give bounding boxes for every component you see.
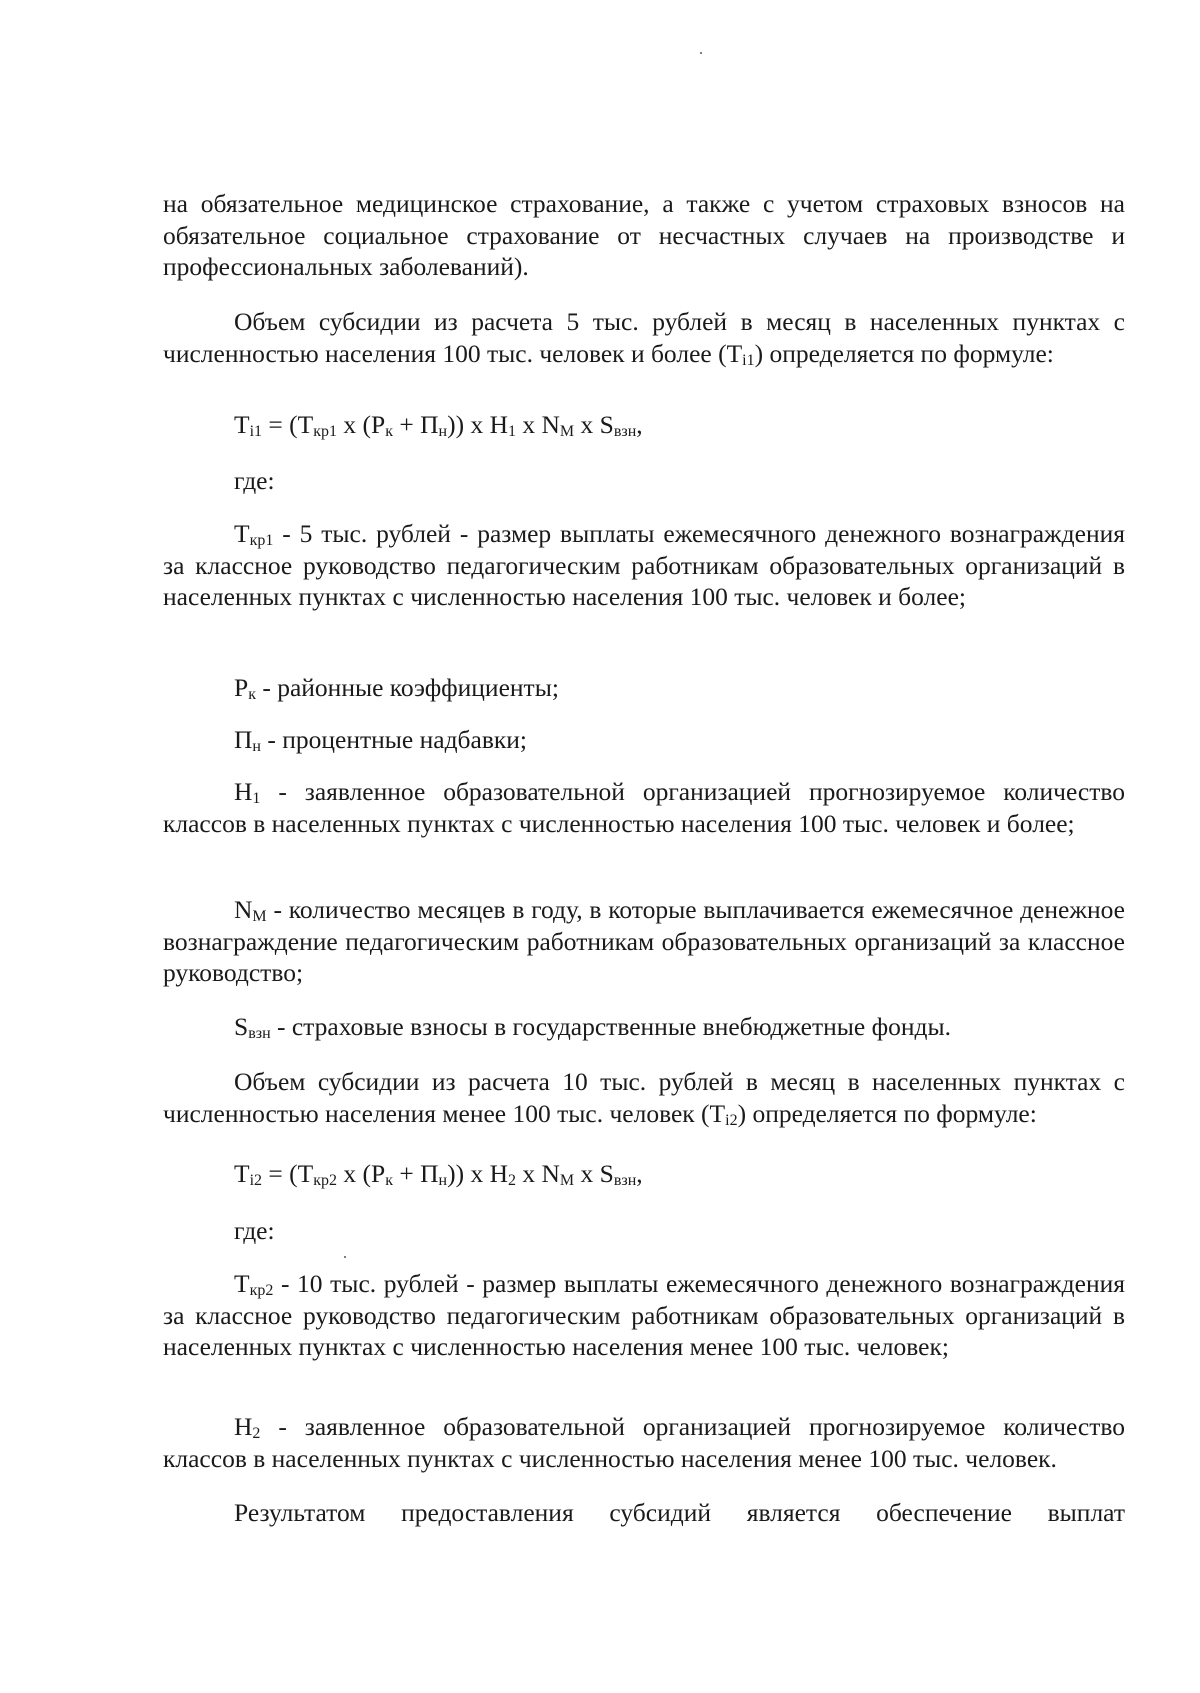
def-pk: $P_к$ - районные коэффициенты; — [234, 673, 559, 703]
subsidy-1-intro: Объем субсидии из расчета 5 тыс. рублей в месяц в населенных пунктах с численностью населения 100 тыс. человек и более $(T_{i1})$ определяется по формуле: — [163, 307, 1125, 369]
def-nm: $N_M$ - количество месяцев в году, в которые выплачивается ежемесячное денежное вознаграждение педагогическим работникам образовательных организаций за классное руководство; — [163, 895, 1125, 987]
def-pn: $П_н$ - процентные надбавки; — [234, 725, 527, 755]
formula-1: $T_{i1} = (T_{кр1}$ x $(P_к + П_н)$) x $H_1$ x $N_M$ x $S_{взн}$, — [234, 410, 643, 440]
formula-2: $T_{i2} = (T_{кр2}$ x $(P_к + П_н)$) x $H_2$ x $N_M$ x $S_{взн}$, — [234, 1159, 643, 1189]
def-h2: $H_2$ - заявленное образовательной организацией прогнозируемое количество классов в населенных пунктах с численностью населения менее 100 тыс. человек. — [163, 1412, 1125, 1473]
def-s: $S_{взн}$ - страховые взносы в государственные внебюджетные фонды. — [234, 1012, 951, 1042]
def-tkr1: $T_{кр1} - 5$ тыс. рублей - размер выплаты ежемесячного денежного вознаграждения за классное руководство педагогическим работникам образовательных организаций в населенных пунктах с численностью населения 100 тыс. человек и более; — [163, 519, 1125, 611]
scan-speck — [344, 1256, 346, 1258]
where-label-2: где: — [234, 1216, 275, 1245]
intro-paragraph: на обязательное медицинское страхование, а также с учетом страховых взносов на обязательное социальное страхование от несчастных случаев на производстве и профессиональных заболеваний). — [163, 189, 1125, 281]
result-paragraph: Результатом предоставления субсидий является обеспечение выплат — [234, 1498, 1125, 1527]
where-label-1: где: — [234, 466, 275, 495]
scan-speck — [700, 52, 702, 54]
def-tkr2: $T_{кр2} - 10$ тыс. рублей - размер выплаты ежемесячного денежного вознаграждения за классное руководство педагогическим работникам образовательных организаций в населенных пунктах с численностью населения менее 100 тыс. человек; — [163, 1269, 1125, 1361]
def-h1: $H_1$ - заявленное образовательной организацией прогнозируемое количество классов в населенных пунктах с численностью населения 100 тыс. человек и более; — [163, 777, 1125, 838]
subsidy-2-intro: Объем субсидии из расчета 10 тыс. рублей в месяц в населенных пунктах с численностью населения менее 100 тыс. человек $(T_{i2})$ определяется по формуле: — [163, 1067, 1125, 1129]
